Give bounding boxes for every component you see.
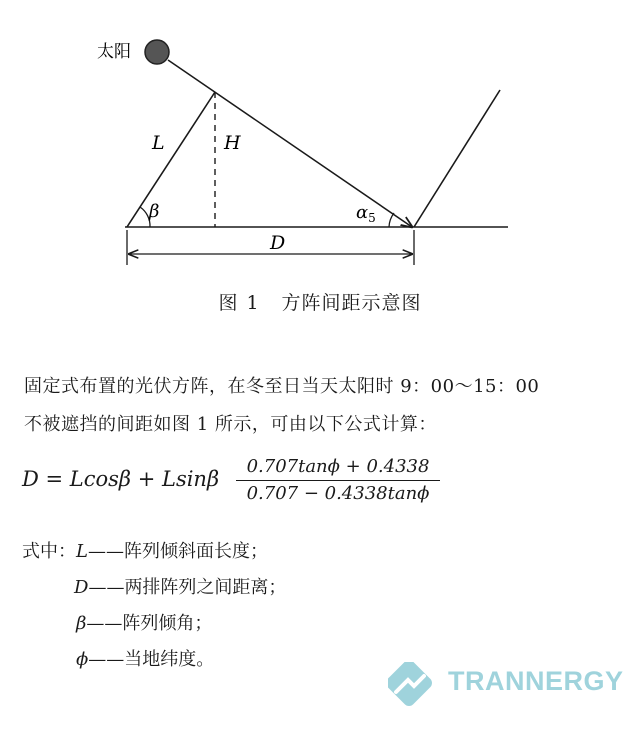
body-line-2: 不被遮挡的间距如图 1 所示，可由以下公式计算： <box>24 414 437 435</box>
caption-number: 1 <box>246 292 260 314</box>
definition-symbol: D <box>74 577 89 598</box>
definition-symbol: ϕ <box>76 649 89 670</box>
label-alpha: $\alpha_5$ <box>356 202 376 225</box>
definition-item-beta <box>76 609 212 635</box>
formula-denominator: 0.707 − 0.4338tanϕ <box>246 483 430 504</box>
rear-panel-line <box>414 90 500 227</box>
definitions-intro: 式中： <box>22 541 76 562</box>
definition-symbol: β <box>76 613 87 634</box>
label-beta: β <box>149 201 160 222</box>
watermark-logo <box>388 662 638 706</box>
caption-title: 方阵间距示意图 <box>281 292 422 314</box>
formula-numerator: 0.707tanϕ + 0.4338 <box>246 456 430 477</box>
definition-item-L <box>22 537 268 563</box>
spacing-diagram <box>0 0 640 290</box>
figure-caption <box>0 288 640 315</box>
logo-icon <box>388 662 438 706</box>
alpha-angle-arc <box>389 213 394 227</box>
formula-fraction <box>236 455 440 506</box>
definition-symbol: L <box>76 541 88 562</box>
definition-text: ——两排阵列之间距离； <box>88 577 287 598</box>
fraction-bar <box>236 480 440 481</box>
definition-text: ——阵列倾斜面长度； <box>87 541 268 562</box>
sun-icon <box>145 40 169 64</box>
body-line-1: 固定式布置的光伏方阵，在冬至日当天太阳时 9：00～15：00 <box>24 376 540 397</box>
definition-item-D <box>74 573 286 599</box>
watermark-text: TRANNERGY <box>448 666 624 696</box>
definition-text: ——当地纬度。 <box>88 649 215 670</box>
caption-prefix: 图 <box>218 292 239 314</box>
definition-text: ——阵列倾角； <box>86 613 213 634</box>
label-H: H <box>224 132 241 154</box>
definition-item-phi <box>76 645 214 671</box>
formula-lhs: D = Lcosβ + Lsinβ <box>22 467 220 491</box>
sun-ray <box>168 60 412 227</box>
label-L: L <box>152 132 165 154</box>
label-D: D <box>270 232 286 254</box>
sun-label: 太阳 <box>97 42 131 62</box>
